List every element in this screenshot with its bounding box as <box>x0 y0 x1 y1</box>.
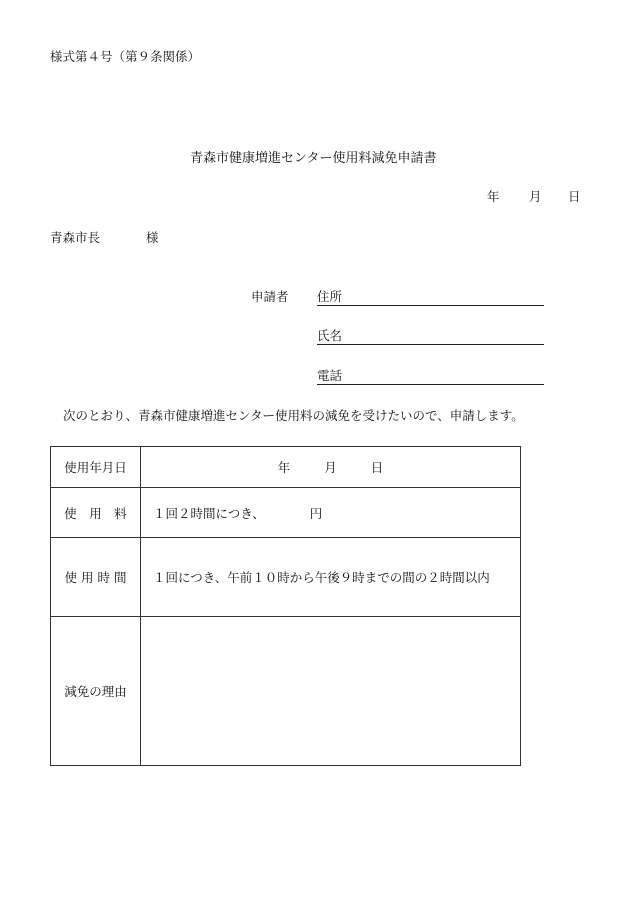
fee-label: 使 用 料 <box>51 488 141 538</box>
table-row-date <box>51 447 521 488</box>
reason-label: 減免の理由 <box>51 617 141 766</box>
date-day: 日 <box>568 189 581 204</box>
use-date-year: 年 <box>277 460 291 475</box>
fee-prefix: １回２時間につき、 <box>153 505 265 521</box>
phone-field[interactable] <box>317 369 544 385</box>
applicant-label: 申請者 <box>251 289 289 304</box>
use-date-field[interactable] <box>141 447 521 488</box>
form-number: 様式第４号（第９条関係） <box>50 49 201 64</box>
date-year: 年 <box>487 189 500 204</box>
date-month: 月 <box>529 189 542 204</box>
address-field[interactable] <box>317 290 544 306</box>
fee-yen: 円 <box>309 505 323 521</box>
table-row-time <box>51 538 521 617</box>
use-time-label: 使 用 時 間 <box>51 538 141 617</box>
use-date-month: 月 <box>324 460 337 475</box>
fee-field[interactable] <box>141 488 521 538</box>
use-time-value: １回につき、午前１０時から午後９時までの間の２時間以内 <box>141 538 521 617</box>
application-table <box>50 446 521 766</box>
page-title: 青森市健康増進センター使用料減免申請書 <box>190 151 437 166</box>
addressee-name: 青森市長 <box>50 230 101 245</box>
table-row-reason <box>51 617 521 766</box>
phone-label: 電話 <box>317 368 343 383</box>
name-label: 氏名 <box>317 328 343 343</box>
addressee-honorific: 様 <box>146 230 159 245</box>
reason-field[interactable] <box>141 617 521 766</box>
address-label: 住所 <box>317 289 343 304</box>
name-field[interactable] <box>317 329 544 345</box>
table-row-fee <box>51 488 521 538</box>
use-date-day: 日 <box>370 460 384 475</box>
statement: 次のとおり、青森市健康増進センター使用料の減免を受けたいので、申請します。 <box>63 408 524 423</box>
use-date-label: 使用年月日 <box>51 447 141 488</box>
